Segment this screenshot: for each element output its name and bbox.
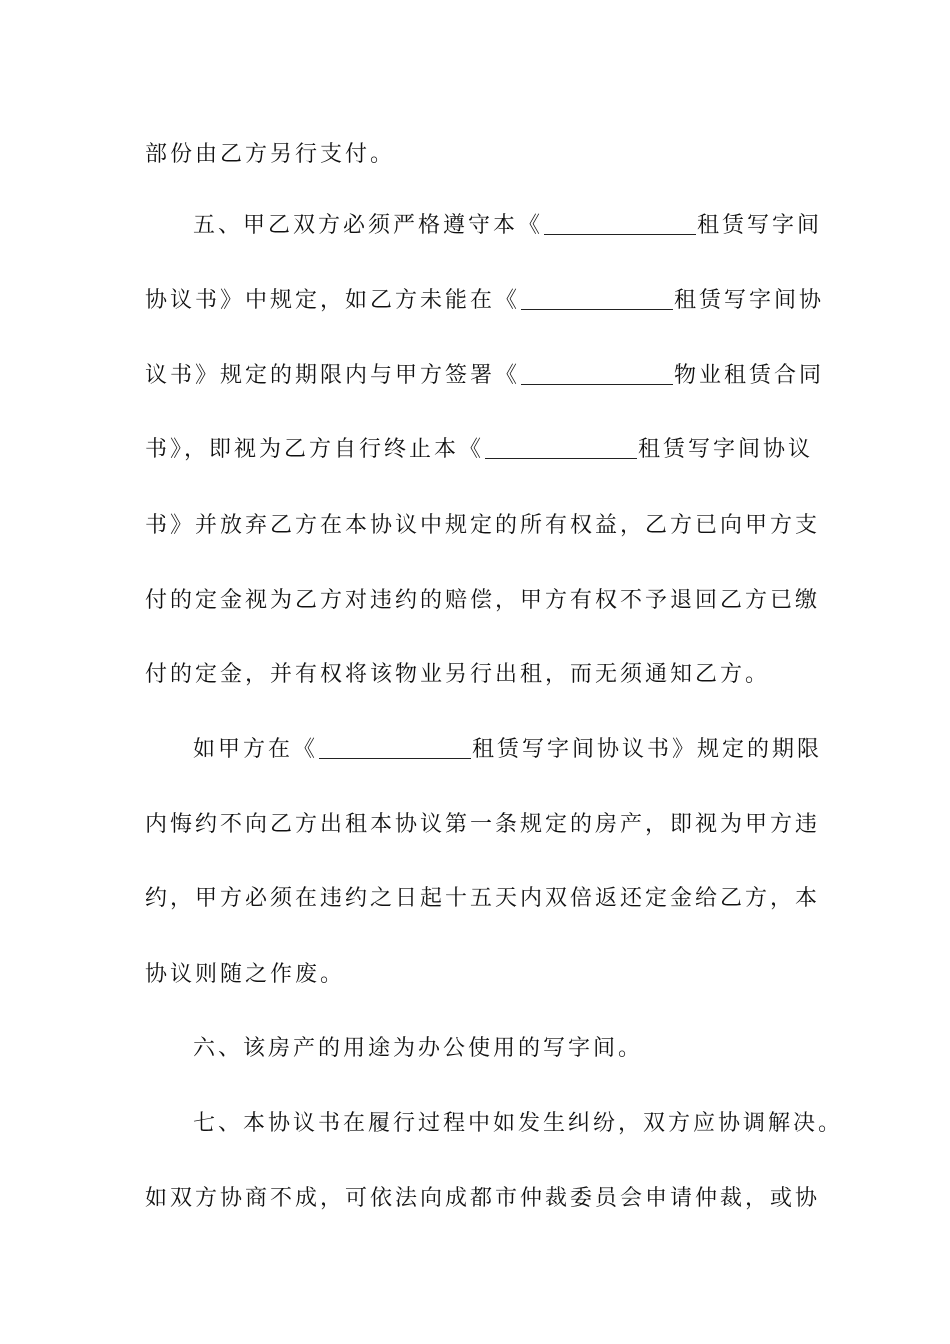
text-line	[145, 660, 770, 690]
text-line	[145, 361, 824, 391]
text-segment: 书》，即视为乙方自行终止本《	[145, 437, 485, 462]
text-segment: 协议则随之作废。	[145, 962, 346, 987]
text-line	[145, 960, 345, 990]
text-line	[145, 140, 395, 170]
text-line	[145, 286, 824, 316]
text-segment: 五、甲乙双方必须严格遵守本《	[193, 213, 544, 238]
text-segment: 付的定金视为乙方对违约的赔偿，甲方有权不予退回乙方已缴	[145, 588, 821, 613]
text-segment: 租赁写字间协议	[638, 437, 814, 462]
text-segment: 租赁写字间协	[674, 288, 825, 313]
fill-in-blank	[521, 362, 673, 385]
text-line	[145, 435, 813, 465]
text-line	[193, 1034, 643, 1064]
text-line	[145, 1184, 820, 1214]
text-line	[193, 1109, 843, 1139]
text-segment: 协议书》中规定，如乙方未能在《	[145, 288, 521, 313]
text-segment: 如双方协商不成，可依法向成都市仲裁委员会申请仲裁，或协	[145, 1186, 821, 1211]
text-segment: 租赁写字间协议书》规定的期限	[472, 737, 823, 762]
text-line	[145, 586, 820, 616]
fill-in-blank	[485, 436, 637, 459]
text-segment: 议书》规定的期限内与甲方签署《	[145, 363, 521, 388]
text-line	[193, 211, 822, 241]
text-segment: 物业租赁合同	[674, 363, 825, 388]
text-segment: 如甲方在《	[193, 737, 319, 762]
fill-in-blank	[319, 736, 471, 759]
text-segment: 内悔约不向乙方出租本协议第一条规定的房产，即视为甲方违	[145, 812, 821, 837]
text-line	[145, 884, 820, 914]
text-segment: 约，甲方必须在违约之日起十五天内双倍返还定金给乙方，本	[145, 886, 821, 911]
text-segment: 六、该房产的用途为办公使用的写字间。	[193, 1036, 644, 1061]
text-segment: 书》并放弃乙方在本协议中规定的所有权益，乙方已向甲方支	[145, 513, 821, 538]
text-segment: 付的定金，并有权将该物业另行出租，而无须通知乙方。	[145, 662, 771, 687]
text-line	[145, 511, 820, 541]
text-line	[145, 810, 820, 840]
fill-in-blank	[521, 287, 673, 310]
text-segment: 租赁写字间	[697, 213, 823, 238]
text-segment: 部份由乙方另行支付。	[145, 142, 396, 167]
text-segment: 七、本协议书在履行过程中如发生纠纷，双方应协调解决。	[193, 1111, 844, 1136]
fill-in-blank	[544, 212, 696, 235]
text-line	[193, 735, 822, 765]
